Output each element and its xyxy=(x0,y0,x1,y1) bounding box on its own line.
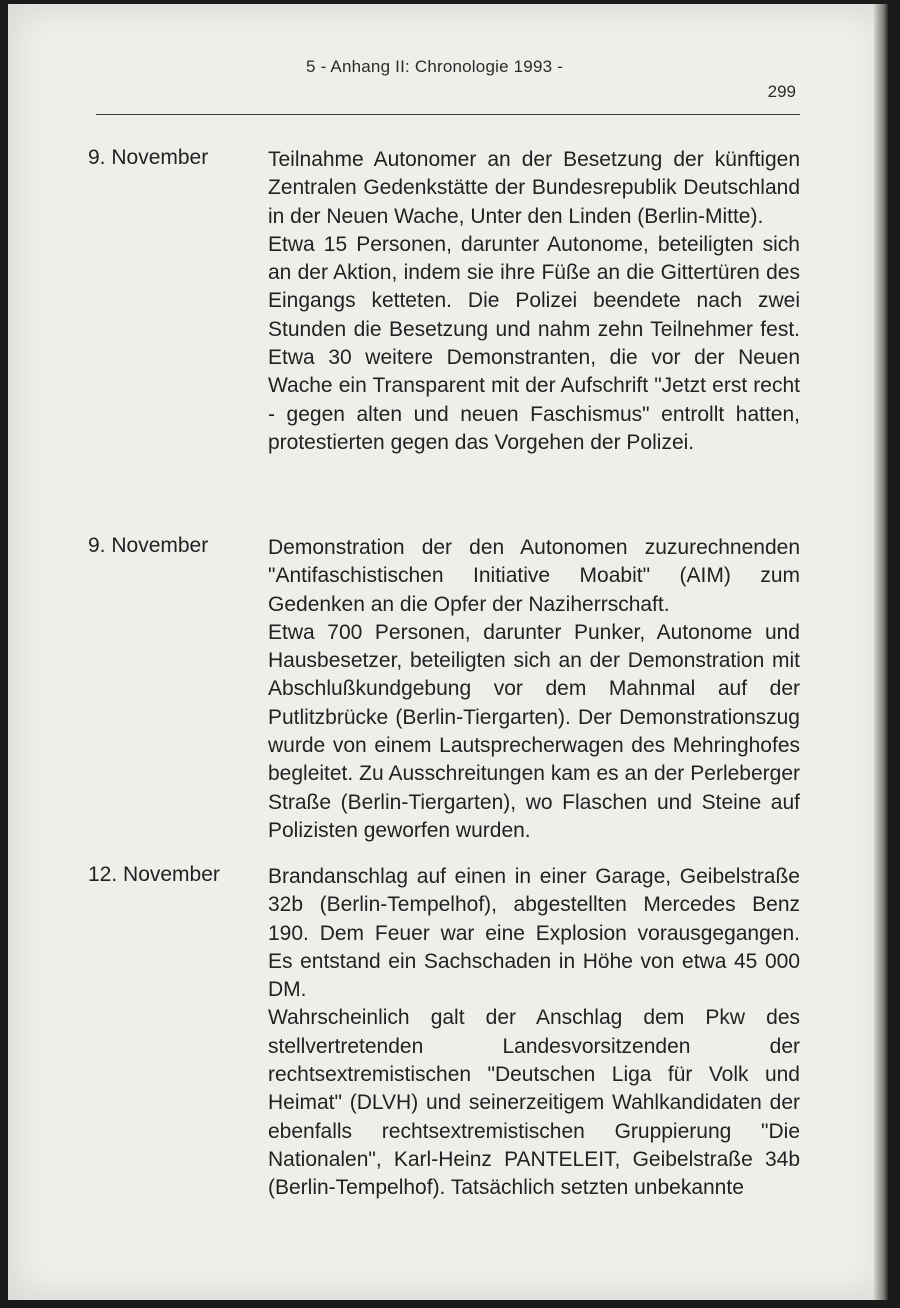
entry-text xyxy=(268,146,800,457)
entry-paragraph: Wahrscheinlich galt der Anschlag dem Pkw des stellvertretenden Landesvorsitzenden der rechtsextremistischen "Deutschen Liga für Volk und Heimat" (DLVH) und seinerzeitigem Wahlkandidaten der ebenfalls rechtsextremistischen Gruppierung "Die Nationalen", Karl-Heinz PANTELEIT, Geibelstraße 34b (Berlin-Tempelhof). Tatsächlich setzten unbekannte xyxy=(268,1006,800,1200)
entry-date: 9. November xyxy=(88,146,209,169)
entry-paragraph: Etwa 15 Personen, darunter Autonome, beteiligten sich an der Aktion, indem sie ihre Füße an die Gittertüren des Eingangs ketteten. Die Polizei beendete nach zwei Stunden die Besetzung und nahm zehn Teilnehmer fest. Etwa 30 weitere Demonstranten, die vor der Neuen Wache ein Transparent mit der Aufschrift "Jetzt erst recht - gegen alten und neuen Faschismus" entrollt hatten, protestierten gegen das Vorgehen der Polizei. xyxy=(268,232,800,454)
page-number: 299 xyxy=(767,82,796,101)
entry-date: 9. November xyxy=(88,534,209,557)
entry-paragraph: Etwa 700 Personen, darunter Punker, Autonome und Hausbesetzer, beteiligten sich an der Demonstration mit Abschlußkundgebung vor dem Mahnmal auf der Putlitzbrücke (Berlin-Tiergarten). Der Demonstrationszug wurde von einem Lautsprecherwagen des Mehringhofes begleitet. Zu Ausschreitungen kam es an der Perleberger Straße (Berlin-Tiergarten), wo Flaschen und Steine auf Polizisten geworfen wurden. xyxy=(268,620,800,842)
entry-text xyxy=(268,863,800,1203)
document-page xyxy=(8,4,888,1300)
entry-paragraph: Demonstration der den Autonomen zuzurechnenden "Antifaschistischen Initiative Moabit" (AIM) zum Gedenken an die Opfer der Naziherrschaft. xyxy=(268,536,800,616)
entry-date: 12. November xyxy=(88,863,220,886)
header-rule xyxy=(96,114,800,115)
entry-paragraph: Teilnahme Autonomer an der Besetzung der künftigen Zentralen Gedenkstätte der Bundesrepublik Deutschland in der Neuen Wache, Unter den Linden (Berlin-Mitte). xyxy=(268,148,800,228)
entry-paragraph: Brandanschlag auf einen in einer Garage, Geibelstraße 32b (Berlin-Tempelhof), abgestellten Mercedes Benz 190. Dem Feuer war eine Explosion vorausgegangen. Es entstand ein Sachschaden in Höhe von etwa 45 000 DM. xyxy=(268,865,800,1002)
book-spine-shadow xyxy=(874,4,888,1300)
entry-text xyxy=(268,534,800,845)
running-header: 5 - Anhang II: Chronologie 1993 - xyxy=(306,57,564,76)
